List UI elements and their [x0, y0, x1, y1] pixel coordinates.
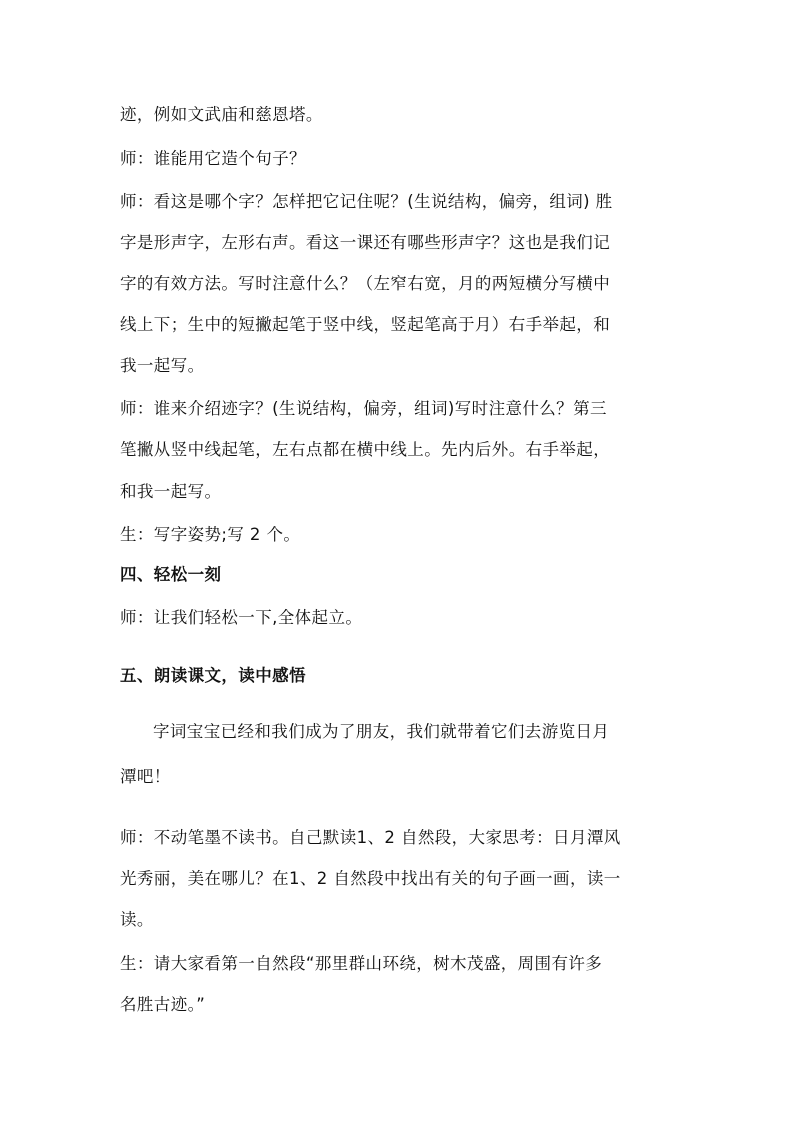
text-line: 师：谁能用它造个句子？ [120, 149, 306, 168]
text-line: 生：请大家看第一自然段“那里群山环绕，树木茂盛，周围有许多 [120, 954, 603, 973]
text-line: 生：写字姿势;写 2 个。 [120, 525, 301, 544]
text-line: 迹，例如文武庙和慈恩塔。 [120, 105, 323, 124]
text-line: 线上下；生中的短撇起笔于竖中线，竖起笔高于月）右手举起，和 [120, 315, 611, 334]
text-line: 师：看这是哪个字？怎样把它记住呢？(生说结构，偏旁，组词) 胜 [120, 192, 613, 211]
text-line: 名胜古迹。” [120, 995, 206, 1014]
text-line: 和我一起写。 [120, 482, 222, 501]
text-line: 潭吧！ [120, 767, 171, 786]
paragraph-line: 字词宝宝已经和我们成为了朋友，我们就带着它们去游览日月 [153, 722, 610, 741]
text-line: 师：让我们轻松一下,全体起立。 [120, 608, 363, 627]
text-line: 师：谁来介绍迹字？(生说结构，偏旁，组词)写时注意什么？第三 [120, 399, 607, 418]
text-line: 光秀丽，美在哪儿？在1、2 自然段中找出有关的句子画一画，读一 [120, 869, 621, 888]
text-line: 读。 [120, 910, 154, 929]
text-line: 我一起写。 [120, 356, 205, 375]
section-heading: 四、轻松一刻 [120, 565, 222, 584]
section-heading: 五、朗读课文，读中感悟 [120, 666, 306, 685]
text-line: 字的有效方法。写时注意什么？（左窄右宽，月的两短横分写横中 [120, 274, 611, 293]
text-line: 字是形声字，左形右声。看这一课还有哪些形声字？这也是我们记 [120, 233, 611, 252]
text-line: 笔撇从竖中线起笔，左右点都在横中线上。先内后外。右手举起， [120, 440, 611, 459]
text-line: 师：不动笔墨不读书。自己默读1、2 自然段，大家思考：日月潭风 [120, 828, 621, 847]
